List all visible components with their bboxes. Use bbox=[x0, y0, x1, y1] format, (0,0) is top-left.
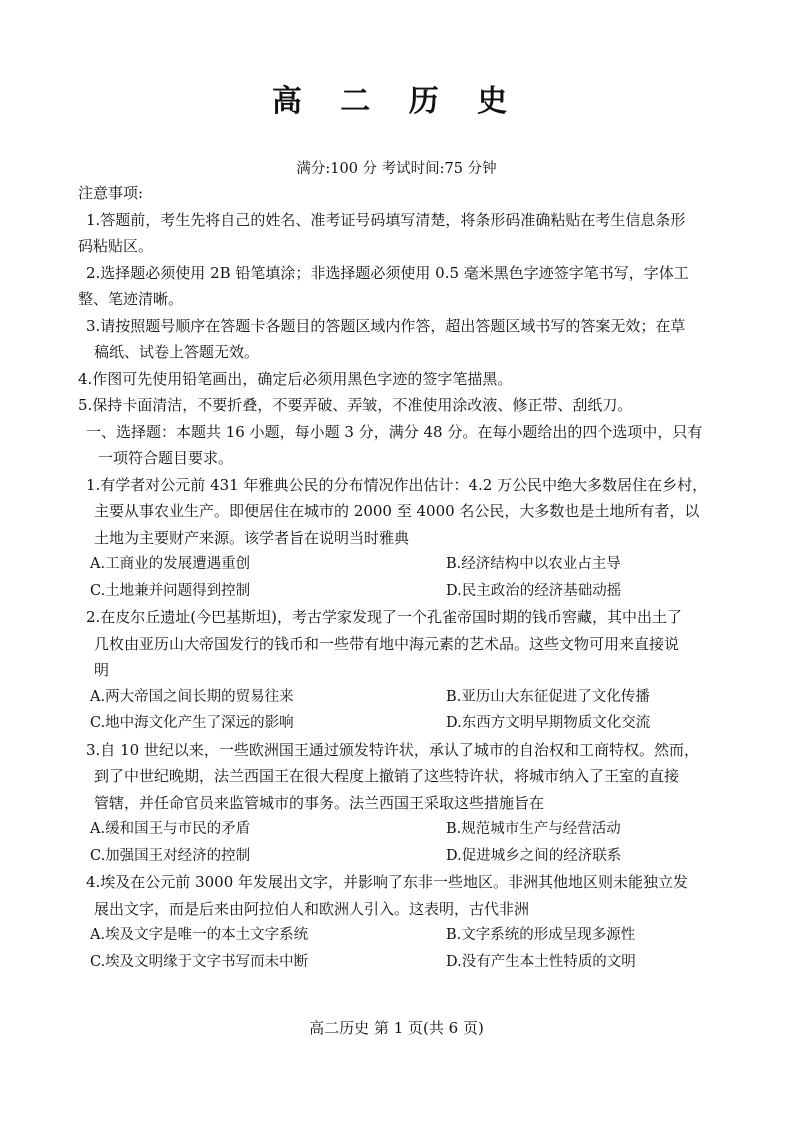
question-stem: 1.有学者对公元前 431 年雅典公民的分布情况作出估计：4.2 万公民中绝大多数居住在乡村， bbox=[86, 475, 708, 494]
option-d: D.促进城乡之间的经济联系 bbox=[446, 847, 622, 864]
option-c: C.埃及文明缘于文字书写而未中断 bbox=[90, 953, 309, 970]
question-stem: 几枚由亚历山大帝国发行的钱币和一些带有地中海元素的艺术品。这些文物可用来直接说 bbox=[94, 634, 680, 653]
question-1 bbox=[78, 472, 724, 605]
option-row bbox=[78, 843, 724, 870]
option-d: D.民主政治的经济基础动摇 bbox=[446, 582, 622, 599]
notice-line: 3.请按照题号顺序在答题卡各题目的答题区域内作答，超出答题区域书写的答案无效；在草 bbox=[86, 316, 686, 335]
option-c: C.加强国王对经济的控制 bbox=[90, 847, 251, 864]
option-d: D.东西方文明早期物质文化交流 bbox=[446, 715, 651, 731]
exam-info: 满分:100 分 考试时间:75 分钟 bbox=[296, 161, 497, 177]
exam-content bbox=[78, 180, 724, 975]
question-stem: 明 bbox=[94, 661, 110, 679]
section-heading-cont: 一项符合题目要求。 bbox=[98, 449, 234, 467]
question-stem: 4.埃及在公元前 3000 年发展出文字，并影响了东非一些地区。非洲其他地区则未能独立发 bbox=[86, 873, 689, 891]
option-b: B.经济结构中以农业占主导 bbox=[446, 556, 621, 572]
option-row bbox=[78, 922, 724, 949]
question-stem: 2.在皮尔丘遗址(今巴基斯坦)，考古学家发现了一个孔雀帝国时期的钱币窖藏，其中出土了 bbox=[86, 608, 683, 626]
option-a: A.两大帝国之间长期的贸易往来 bbox=[90, 688, 294, 705]
question-stem: 管辖，并任命官员来监管城市的事务。法兰西国王采取这些措施旨在 bbox=[94, 793, 545, 812]
notice-line: 码粘贴区。 bbox=[78, 237, 154, 255]
question-stem: 3.自 10 世纪以来，一些欧洲国王通过颁发特许状，承认了城市的自治权和工商特权。然而， bbox=[86, 740, 699, 759]
notice-heading: 注意事项: bbox=[78, 184, 144, 202]
option-row bbox=[78, 551, 724, 578]
option-b: B.文字系统的形成呈现多源性 bbox=[446, 927, 636, 943]
option-row bbox=[78, 949, 724, 976]
question-stem: 主要从事农业生产。即便居住在城市的 2000 至 4000 名公民，大多数也是土地所有者，以 bbox=[94, 502, 700, 520]
option-a: A.缓和国王与市民的矛盾 bbox=[90, 821, 251, 837]
question-stem: 到了中世纪晚期，法兰西国王在很大程度上撤销了这些特许状，将城市纳入了王室的直接 bbox=[94, 767, 680, 785]
question-stem: 土地为主要财产来源。该学者旨在说明当时雅典 bbox=[94, 528, 410, 547]
question-2 bbox=[78, 604, 724, 737]
notice-line: 1.答题前，考生先将自己的姓名、准考证号码填写清楚，将条形码准确粘贴在考生信息条形 bbox=[86, 210, 686, 229]
option-d: D.没有产生本土性特质的文明 bbox=[446, 953, 636, 970]
notice-line: 4.作图可先使用铅笔画出，确定后必须用黑色字迹的签字笔描黑。 bbox=[78, 369, 513, 388]
option-c: C.地中海文化产生了深远的影响 bbox=[90, 715, 294, 731]
question-stem: 展出文字，而是后来由阿拉伯人和欧洲人引入。这表明，古代非洲 bbox=[94, 899, 530, 918]
option-b: B.亚历山大东征促进了文化传播 bbox=[446, 688, 650, 705]
question-4 bbox=[78, 869, 724, 975]
notice-line: 5.保持卡面清洁，不要折叠，不要弄破、弄皱，不准使用涂改液、修正带、刮纸刀。 bbox=[78, 396, 633, 414]
question-3 bbox=[78, 737, 724, 870]
option-row bbox=[78, 578, 724, 605]
option-row bbox=[78, 816, 724, 843]
option-c: C.土地兼并问题得到控制 bbox=[90, 582, 251, 599]
page-title: 高 二 历 史 bbox=[271, 84, 522, 119]
notice-line: 2.选择题必须使用 2B 铅笔填涂；非选择题必须使用 0.5 毫米黑色字迹签字笔书写，字体工 bbox=[86, 263, 689, 282]
option-row bbox=[78, 710, 724, 737]
option-row bbox=[78, 684, 724, 711]
notice-line: 整、笔迹清晰。 bbox=[78, 290, 184, 308]
option-a: A.工商业的发展遭遇重创 bbox=[90, 556, 251, 572]
page-footer: 高二历史 第 1 页(共 6 页) bbox=[309, 1019, 484, 1037]
option-a: A.埃及文字是唯一的本土文字系统 bbox=[90, 927, 309, 943]
notice-line: 稿纸、试卷上答题无效。 bbox=[94, 343, 260, 361]
section-heading: 一、选择题：本题共 16 小题，每小题 3 分，满分 48 分。在每小题给出的四个选项中，只有 bbox=[86, 422, 703, 441]
option-b: B.规范城市生产与经营活动 bbox=[446, 821, 621, 837]
